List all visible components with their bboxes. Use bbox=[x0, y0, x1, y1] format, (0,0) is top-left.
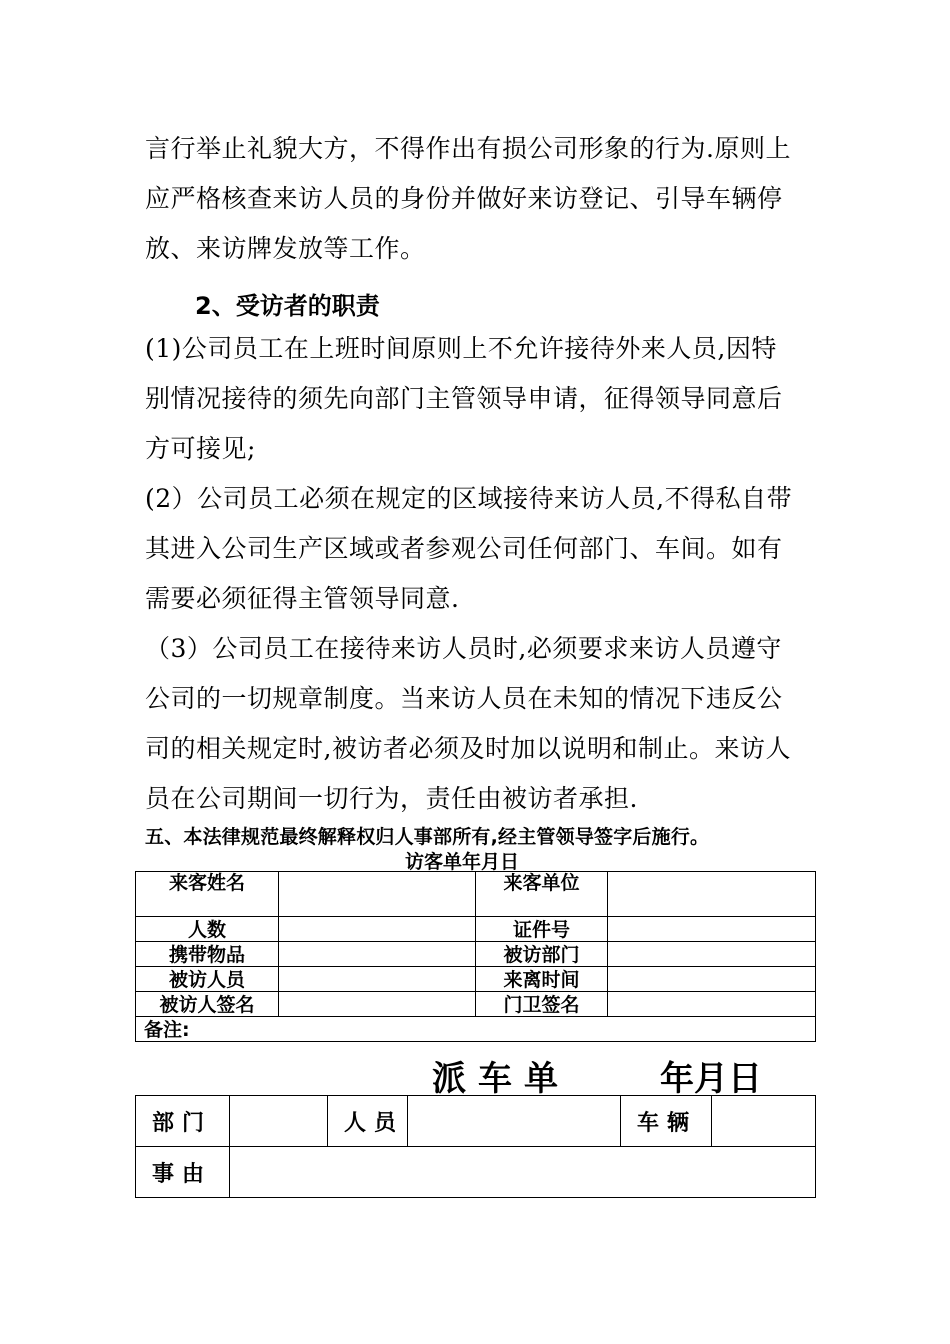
field-arrival-departure-time[interactable] bbox=[608, 967, 816, 992]
paragraph-line: (2）公司员工必须在规定的区域接待来访人员,不得私自带 bbox=[145, 484, 793, 513]
label-personnel: 人员 bbox=[328, 1096, 408, 1147]
field-personnel[interactable] bbox=[408, 1096, 621, 1147]
paragraph-line: 司的相关规定时,被访者必须及时加以说明和制止。来访人 bbox=[145, 734, 791, 763]
paragraph-line: 应严格核查来访人员的身份并做好来访登记、引导车辆停 bbox=[145, 184, 783, 213]
label-host-signature: 被访人签名 bbox=[136, 992, 279, 1017]
visitor-row bbox=[136, 1017, 816, 1042]
paragraph-line: 需要必须征得主管领导同意. bbox=[145, 584, 460, 613]
paragraph-line: 放、来访牌发放等工作。 bbox=[145, 234, 426, 263]
field-carried-items[interactable] bbox=[279, 942, 476, 967]
field-visitor-name[interactable] bbox=[279, 872, 476, 917]
field-host-signature[interactable] bbox=[279, 992, 476, 1017]
field-guard-signature[interactable] bbox=[608, 992, 816, 1017]
field-reason[interactable] bbox=[230, 1147, 816, 1198]
field-id-number[interactable] bbox=[608, 917, 816, 942]
visitor-form-table bbox=[135, 871, 816, 1042]
field-visitor-company[interactable] bbox=[608, 872, 816, 917]
dispatch-row bbox=[136, 1147, 816, 1198]
field-visited-person[interactable] bbox=[279, 967, 476, 992]
label-arrival-departure-time: 来离时间 bbox=[476, 967, 608, 992]
notice-text: 五、本法律规范最终解释权归人事部所有,经主管领导签字后施行。 bbox=[145, 826, 710, 848]
section-heading: 2、受访者的职责 bbox=[195, 292, 380, 320]
field-department[interactable] bbox=[230, 1096, 328, 1147]
label-visited-department: 被访部门 bbox=[476, 942, 608, 967]
paragraph-line: （3）公司员工在接待来访人员时,必须要求来访人员遵守 bbox=[145, 634, 782, 663]
visitor-row bbox=[136, 992, 816, 1017]
label-id-number: 证件号 bbox=[476, 917, 608, 942]
visitor-row bbox=[136, 917, 816, 942]
visitor-row bbox=[136, 967, 816, 992]
label-visited-person: 被访人员 bbox=[136, 967, 279, 992]
visitor-row bbox=[136, 942, 816, 967]
field-vehicle[interactable] bbox=[712, 1096, 816, 1147]
dispatch-form-date: 年月日 bbox=[660, 1059, 762, 1099]
label-department: 部门 bbox=[136, 1096, 230, 1147]
paragraph-line: 员在公司期间一切行为，责任由被访者承担. bbox=[145, 784, 638, 813]
field-visited-department[interactable] bbox=[608, 942, 816, 967]
label-headcount: 人数 bbox=[136, 917, 279, 942]
paragraph-line: 公司的一切规章制度。当来访人员在未知的情况下违反公 bbox=[145, 684, 783, 713]
field-headcount[interactable] bbox=[279, 917, 476, 942]
label-vehicle: 车辆 bbox=[621, 1096, 712, 1147]
paragraph-line: 别情况接待的须先向部门主管领导申请，征得领导同意后 bbox=[145, 384, 783, 413]
remark-field[interactable]: 备注: bbox=[136, 1017, 816, 1042]
label-reason: 事由 bbox=[136, 1147, 230, 1198]
paragraph-line: 言行举止礼貌大方，不得作出有损公司形象的行为.原则上 bbox=[145, 134, 791, 163]
dispatch-row bbox=[136, 1096, 816, 1147]
paragraph-line: 其进入公司生产区域或者参观公司任何部门、车间。如有 bbox=[145, 534, 783, 563]
label-guard-signature: 门卫签名 bbox=[476, 992, 608, 1017]
paragraph-line: 方可接见; bbox=[145, 434, 256, 463]
label-carried-items: 携带物品 bbox=[136, 942, 279, 967]
dispatch-form-title: 派车单 bbox=[432, 1059, 570, 1099]
visitor-form-title: 访客单年月日 bbox=[405, 851, 520, 873]
dispatch-form-table bbox=[135, 1095, 816, 1198]
visitor-row bbox=[136, 872, 816, 917]
paragraph-line: (1)公司员工在上班时间原则上不允许接待外来人员,因特 bbox=[145, 334, 777, 363]
label-visitor-company: 来客单位 bbox=[476, 872, 608, 917]
label-visitor-name: 来客姓名 bbox=[136, 872, 279, 917]
